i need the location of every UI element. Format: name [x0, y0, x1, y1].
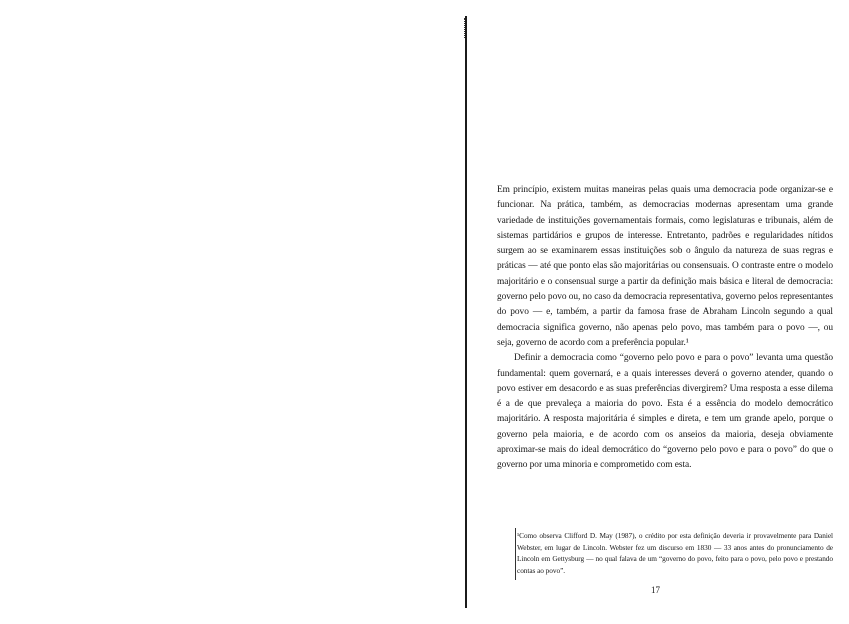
footnote-rule	[515, 528, 516, 580]
paragraph-1: Em princípio, existem muitas maneiras pelas quais uma democracia pode organizar-se e funcionar. Na prática, também, as democracias modernas apresentam uma grande variedade de instituições governamentais formais, como legislaturas e tribunais, além de sistemas partidários e grupos de interesse. Entretanto, padrões e regularidades nítidos surgem ao se examinarem essas instituições sob o ângulo da natureza de suas regras e práticas — até que ponto elas são majoritárias ou consensuais. O contraste entre o modelo majoritário e o consensual surge a partir da definição mais básica e literal de democracia: governo pelo povo ou, no caso da democracia representativa, governo pelos representantes do povo — e, também, a partir da famosa frase de Abraham Lincoln segundo a qual democracia significa governo, não apenas pelo povo, mas também para o povo —, ou seja, governo de acordo com a preferência popular.¹	[497, 185, 833, 348]
gutter-edge-mark	[455, 18, 465, 38]
footnote-text: ¹Como observa Clifford D. May (1987), o crédito por esta definição deveria ir provavelmente para Daniel Webster, em lugar de Lincoln. Webster fez um discurso em 1830 — 33 anos antes do pronunciamento de Lincoln em Gettysburg — no qual falava de um “governo do povo, feito para o povo, pelo povo e prestando contas ao povo”.	[517, 531, 833, 575]
page-number: 17	[651, 585, 660, 595]
paragraph-2: Definir a democracia como “governo pelo povo e para o povo” levanta uma questão fundamental: quem governará, e a quais interesses deverá o governo atender, quando o povo estiver em desacordo e as suas preferências divergirem? Uma resposta a esse dilema é a de que prevaleça a maioria do povo. Esta é a essência do modelo democrático majoritário. A resposta majoritária é simples e direta, e tem um grande apelo, porque o governo pela maioria, e de acordo com os anseios da maioria, deseja obviamente aproximar-se mais do ideal democrático do “governo pelo povo e para o povo” do que o governo por uma minoria e comprometido com esta.	[497, 353, 833, 471]
book-gutter-line	[465, 16, 467, 608]
body-text	[497, 183, 833, 474]
